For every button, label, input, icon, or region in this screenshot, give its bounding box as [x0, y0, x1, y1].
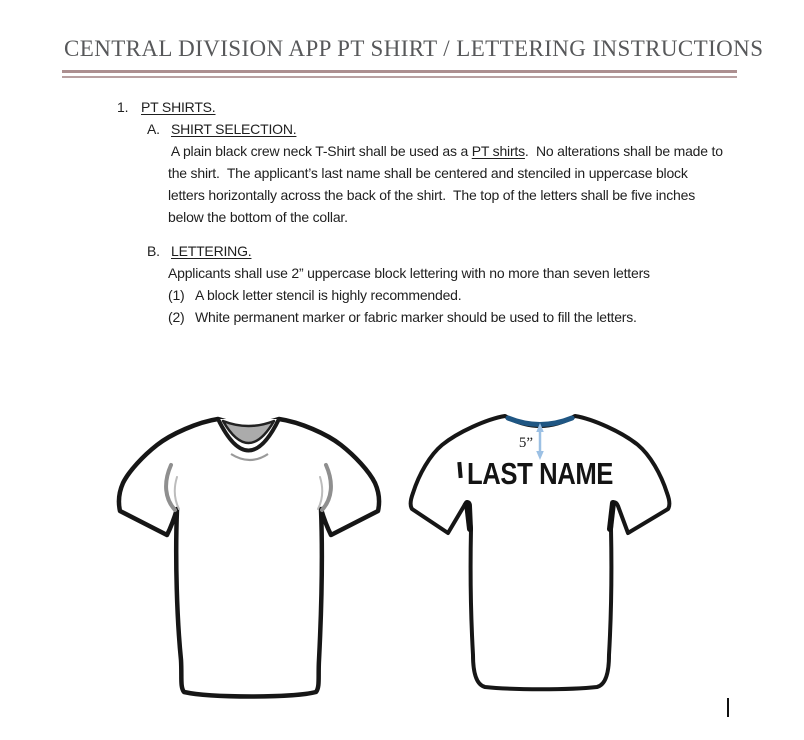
paragraph-a-line3: letters horizontally across the back of the shirt. The top of the letters shall be five inches: [168, 187, 696, 203]
list-number: 1.: [117, 99, 129, 115]
front-shirt-illustration: [105, 405, 395, 710]
item-a-letter: A.: [147, 121, 160, 137]
last-name-text: LAST NAME: [467, 456, 613, 491]
back-left-armpit-seam: [467, 503, 470, 529]
title-rule-bottom: [62, 76, 737, 78]
back-right-armpit-seam: [610, 503, 613, 529]
subitem-2-text: White permanent marker or fabric marker should be used to fill the letters.: [195, 309, 637, 325]
item-b-heading: LETTERING.: [171, 243, 252, 259]
subitem-1-number: (1): [168, 287, 185, 303]
paragraph-a-line4: below the bottom of the collar.: [168, 209, 348, 225]
item-a-heading: SHIRT SELECTION.: [171, 121, 297, 137]
paragraph-a-line1-post: . No alterations shall be made to: [524, 143, 723, 159]
item-b-letter: B.: [147, 243, 160, 259]
paragraph-a-line1-pre: A plain black crew neck T-Shirt shall be used as a: [168, 143, 472, 159]
item-b-intro: Applicants shall use 2” uppercase block lettering with no more than seven letters: [168, 265, 650, 281]
subitem-2-number: (2): [168, 309, 185, 325]
paragraph-a-line1: [168, 140, 723, 162]
subitem-1-text: A block letter stencil is highly recommended.: [195, 287, 462, 303]
measurement-label: 5”: [518, 435, 533, 451]
paragraph-a-line2: the shirt. The applicant’s last name shall be centered and stenciled in uppercase block: [168, 165, 688, 181]
underlined-term-pt-shirts: PT shirts: [471, 143, 525, 159]
title-rule-top: [62, 70, 737, 73]
text-cursor: [727, 698, 729, 717]
section-heading-pt-shirts: PT SHIRTS.: [141, 99, 216, 115]
back-shirt-illustration: [400, 403, 680, 703]
page-title: CENTRAL DIVISION APP PT SHIRT / LETTERING INSTRUCTIONS: [64, 36, 764, 61]
